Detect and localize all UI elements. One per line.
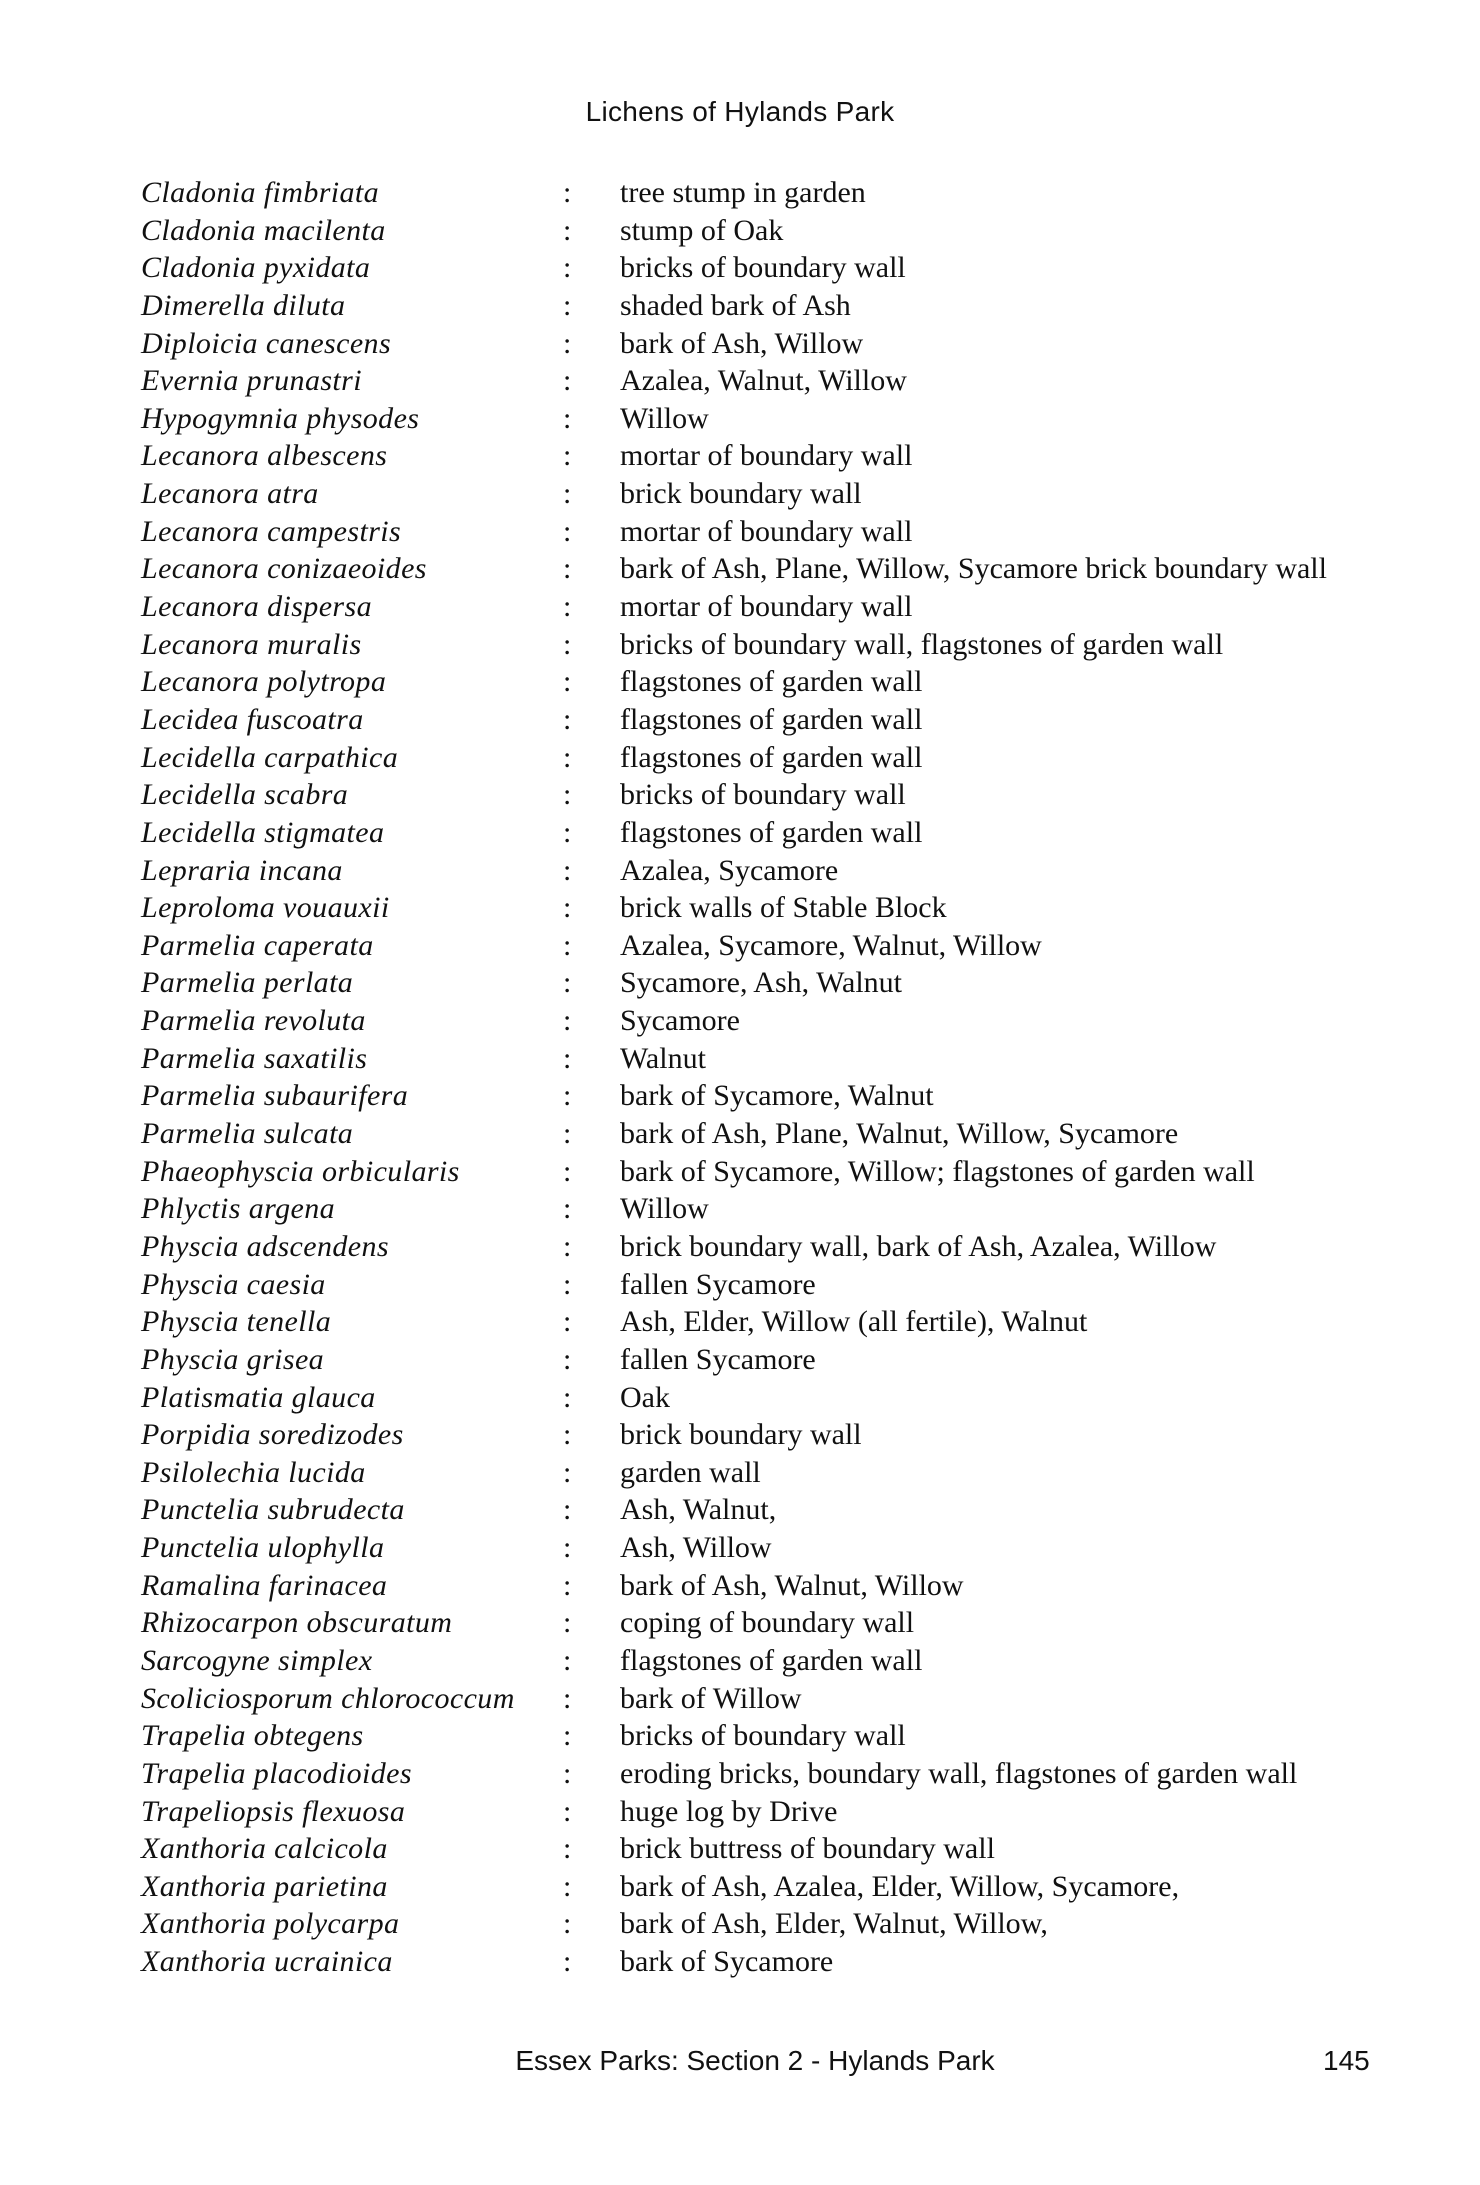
- species-entry: [0, 1717, 1480, 1755]
- species-entry: [0, 1491, 1480, 1529]
- species-name: Lecanora dispersa: [141, 590, 372, 624]
- species-name: Phlyctis argena: [141, 1192, 336, 1226]
- species-name: Cladonia macilenta: [141, 213, 386, 247]
- entry-separator: :: [563, 1229, 572, 1263]
- habitat-description: bricks of boundary wall: [620, 778, 906, 812]
- habitat-description: bricks of boundary wall, flagstones of garden wall: [620, 627, 1224, 661]
- species-name: Trapelia obtegens: [141, 1719, 364, 1753]
- habitat-description: fallen Sycamore: [620, 1267, 816, 1301]
- species-entry: [0, 437, 1480, 475]
- entry-separator: :: [563, 815, 572, 849]
- entry-separator: :: [563, 1418, 572, 1452]
- entry-separator: :: [563, 1832, 572, 1866]
- species-name: Evernia prunastri: [141, 364, 362, 398]
- entry-separator: :: [563, 928, 572, 962]
- entry-separator: :: [563, 213, 572, 247]
- habitat-description: bark of Sycamore, Walnut: [620, 1079, 934, 1113]
- habitat-description: Willow: [620, 1192, 709, 1226]
- species-entry: [0, 1341, 1480, 1379]
- habitat-description: brick boundary wall: [620, 1418, 862, 1452]
- habitat-description: bark of Ash, Plane, Walnut, Willow, Sycamore: [620, 1117, 1179, 1151]
- species-name: Platismatia glauca: [141, 1380, 376, 1414]
- entry-separator: :: [563, 477, 572, 511]
- species-name: Physcia tenella: [141, 1305, 332, 1339]
- entry-separator: :: [563, 251, 572, 285]
- species-name: Psilolechia lucida: [141, 1455, 366, 1489]
- entry-separator: :: [563, 853, 572, 887]
- entry-separator: :: [563, 1493, 572, 1527]
- habitat-description: eroding bricks, boundary wall, flagstones of garden wall: [620, 1756, 1298, 1790]
- habitat-description: mortar of boundary wall: [620, 514, 913, 548]
- page-number: 145: [1323, 2045, 1370, 2076]
- species-entry: [0, 550, 1480, 588]
- species-entry: [0, 1266, 1480, 1304]
- species-name: Ramalina farinacea: [141, 1568, 388, 1602]
- habitat-description: mortar of boundary wall: [620, 590, 913, 624]
- entry-separator: :: [563, 966, 572, 1000]
- species-name: Lecidella scabra: [141, 778, 349, 812]
- species-entry: [0, 287, 1480, 325]
- species-name: Sarcogyne simplex: [141, 1643, 373, 1677]
- entry-separator: :: [563, 778, 572, 812]
- entry-separator: :: [563, 1568, 572, 1602]
- species-name: Parmelia sulcata: [141, 1117, 354, 1151]
- species-entry: [0, 1567, 1480, 1605]
- species-name: Parmelia saxatilis: [141, 1041, 368, 1075]
- species-entry: [0, 1303, 1480, 1341]
- entry-separator: :: [563, 288, 572, 322]
- entry-separator: :: [563, 1794, 572, 1828]
- habitat-description: Ash, Walnut,: [620, 1493, 777, 1527]
- habitat-description: Oak: [620, 1380, 670, 1414]
- species-entry: [0, 1529, 1480, 1567]
- entry-separator: :: [563, 439, 572, 473]
- footer-title: Essex Parks: Section 2 - Hylands Park: [515, 2045, 995, 2076]
- species-name: Physcia caesia: [141, 1267, 326, 1301]
- habitat-description: bark of Ash, Elder, Walnut, Willow,: [620, 1907, 1048, 1941]
- species-name: Lecanora muralis: [141, 627, 362, 661]
- species-name: Xanthoria calcicola: [141, 1832, 388, 1866]
- species-name: Trapelia placodioides: [141, 1756, 412, 1790]
- species-entry: [0, 475, 1480, 513]
- species-entry: [0, 1379, 1480, 1417]
- species-entry: [0, 964, 1480, 1002]
- species-entry: [0, 1943, 1480, 1981]
- habitat-description: bark of Willow: [620, 1681, 802, 1715]
- entry-separator: :: [563, 740, 572, 774]
- habitat-description: huge log by Drive: [620, 1794, 838, 1828]
- species-entry: [0, 1642, 1480, 1680]
- species-name: Lecanora atra: [141, 477, 319, 511]
- species-name: Lecidea fuscoatra: [141, 702, 364, 736]
- species-entry: [0, 1793, 1480, 1831]
- habitat-description: fallen Sycamore: [620, 1342, 816, 1376]
- habitat-description: brick buttress of boundary wall: [620, 1832, 995, 1866]
- habitat-description: Azalea, Walnut, Willow: [620, 364, 907, 398]
- species-name: Trapeliopsis flexuosa: [141, 1794, 406, 1828]
- habitat-description: bark of Ash, Walnut, Willow: [620, 1568, 964, 1602]
- species-entry: [0, 776, 1480, 814]
- habitat-description: bricks of boundary wall: [620, 251, 906, 285]
- species-entry: [0, 1868, 1480, 1906]
- species-entry: [0, 626, 1480, 664]
- species-entry: [0, 1416, 1480, 1454]
- habitat-description: flagstones of garden wall: [620, 815, 923, 849]
- species-entry: [0, 927, 1480, 965]
- species-name: Cladonia fimbriata: [141, 176, 380, 209]
- species-name: Parmelia subaurifera: [141, 1079, 409, 1113]
- entry-separator: :: [563, 1192, 572, 1226]
- species-entry: [0, 249, 1480, 287]
- species-name: Parmelia revoluta: [141, 1004, 366, 1038]
- habitat-description: Sycamore: [620, 1004, 740, 1038]
- entry-separator: :: [563, 1079, 572, 1113]
- entry-separator: :: [563, 1606, 572, 1640]
- entry-separator: :: [563, 1756, 572, 1790]
- species-entry: [0, 663, 1480, 701]
- habitat-description: Walnut: [620, 1041, 706, 1075]
- entry-separator: :: [563, 891, 572, 925]
- species-name: Lepraria incana: [141, 853, 343, 887]
- species-entry: [0, 739, 1480, 777]
- entry-separator: :: [563, 1380, 572, 1414]
- species-name: Punctelia subrudecta: [141, 1493, 405, 1527]
- entry-separator: :: [563, 1945, 572, 1979]
- species-list: [0, 174, 1480, 1981]
- habitat-description: Willow: [620, 401, 709, 435]
- species-entry: [0, 1830, 1480, 1868]
- habitat-description: bark of Sycamore: [620, 1945, 834, 1979]
- entry-separator: :: [563, 1342, 572, 1376]
- entry-separator: :: [563, 1643, 572, 1677]
- species-entry: [0, 701, 1480, 739]
- species-name: Xanthoria polycarpa: [141, 1907, 400, 1941]
- species-entry: [0, 1002, 1480, 1040]
- habitat-description: bark of Ash, Azalea, Elder, Willow, Sycamore,: [620, 1869, 1180, 1903]
- species-name: Lecanora campestris: [141, 514, 402, 548]
- habitat-description: Azalea, Sycamore: [620, 853, 839, 887]
- species-name: Porpidia soredizodes: [141, 1418, 404, 1452]
- entry-separator: :: [563, 702, 572, 736]
- species-entry: [0, 1115, 1480, 1153]
- species-name: Parmelia caperata: [141, 928, 374, 962]
- species-name: Lecanora albescens: [141, 439, 388, 473]
- habitat-description: brick boundary wall, bark of Ash, Azalea, Willow: [620, 1229, 1217, 1263]
- species-entry: [0, 1040, 1480, 1078]
- species-entry: [0, 1905, 1480, 1943]
- species-name: Punctelia ulophylla: [141, 1531, 385, 1565]
- entry-separator: :: [563, 1455, 572, 1489]
- habitat-description: flagstones of garden wall: [620, 1643, 923, 1677]
- habitat-description: bark of Ash, Willow: [620, 326, 864, 360]
- species-name: Phaeophyscia orbicularis: [141, 1154, 460, 1188]
- entry-separator: :: [563, 1681, 572, 1715]
- entry-separator: :: [563, 627, 572, 661]
- species-name: Dimerella diluta: [141, 288, 346, 322]
- species-entry: [0, 212, 1480, 250]
- entry-separator: :: [563, 1907, 572, 1941]
- species-entry: [0, 325, 1480, 363]
- entry-separator: :: [563, 552, 572, 586]
- habitat-description: bark of Ash, Plane, Willow, Sycamore brick boundary wall: [620, 552, 1327, 586]
- species-name: Hypogymnia physodes: [141, 401, 420, 435]
- species-entry: [0, 889, 1480, 927]
- entry-separator: :: [563, 1117, 572, 1151]
- habitat-description: Sycamore, Ash, Walnut: [620, 966, 902, 1000]
- habitat-description: mortar of boundary wall: [620, 439, 913, 473]
- species-entry: [0, 362, 1480, 400]
- species-entry: [0, 513, 1480, 551]
- entry-separator: :: [563, 364, 572, 398]
- species-entry: [0, 852, 1480, 890]
- species-name: Cladonia pyxidata: [141, 251, 371, 285]
- species-name: Parmelia perlata: [141, 966, 354, 1000]
- species-name: Rhizocarpon obscuratum: [141, 1606, 453, 1640]
- species-entry: [0, 1454, 1480, 1492]
- entry-separator: :: [563, 1531, 572, 1565]
- species-entry: [0, 1153, 1480, 1191]
- species-entry: [0, 1077, 1480, 1115]
- entry-separator: :: [563, 665, 572, 699]
- entry-separator: :: [563, 1869, 572, 1903]
- habitat-description: flagstones of garden wall: [620, 665, 923, 699]
- habitat-description: flagstones of garden wall: [620, 702, 923, 736]
- entry-separator: :: [563, 1004, 572, 1038]
- species-entry: [0, 814, 1480, 852]
- entry-separator: :: [563, 1041, 572, 1075]
- habitat-description: garden wall: [620, 1455, 761, 1489]
- habitat-description: coping of boundary wall: [620, 1606, 915, 1640]
- species-name: Scoliciosporum chlorococcum: [141, 1681, 515, 1715]
- habitat-description: tree stump in garden: [620, 176, 866, 209]
- species-name: Xanthoria parietina: [141, 1869, 388, 1903]
- entry-separator: :: [563, 1154, 572, 1188]
- species-entry: [0, 1604, 1480, 1642]
- habitat-description: stump of Oak: [620, 213, 784, 247]
- habitat-description: Ash, Elder, Willow (all fertile), Walnut: [620, 1305, 1088, 1339]
- habitat-description: Azalea, Sycamore, Walnut, Willow: [620, 928, 1042, 962]
- species-entry: [0, 400, 1480, 438]
- habitat-description: bark of Sycamore, Willow; flagstones of garden wall: [620, 1154, 1255, 1188]
- entry-separator: :: [563, 590, 572, 624]
- entry-separator: :: [563, 326, 572, 360]
- page-title: Lichens of Hylands Park: [585, 96, 895, 127]
- entry-separator: :: [563, 1305, 572, 1339]
- entry-separator: :: [563, 1267, 572, 1301]
- species-name: Physcia adscendens: [141, 1229, 389, 1263]
- species-entry: [0, 1228, 1480, 1266]
- habitat-description: brick boundary wall: [620, 477, 862, 511]
- species-name: Lecanora polytropa: [141, 665, 387, 699]
- species-name: Xanthoria ucrainica: [141, 1945, 393, 1979]
- entry-separator: :: [563, 176, 572, 209]
- habitat-description: Ash, Willow: [620, 1531, 772, 1565]
- habitat-description: flagstones of garden wall: [620, 740, 923, 774]
- species-entry: [0, 1680, 1480, 1718]
- species-name: Lecidella carpathica: [141, 740, 399, 774]
- species-entry: [0, 1755, 1480, 1793]
- species-name: Leproloma vouauxii: [141, 891, 390, 925]
- entry-separator: :: [563, 401, 572, 435]
- species-name: Physcia grisea: [141, 1342, 325, 1376]
- habitat-description: bricks of boundary wall: [620, 1719, 906, 1753]
- species-name: Diploicia canescens: [141, 326, 392, 360]
- habitat-description: brick walls of Stable Block: [620, 891, 947, 925]
- species-entry: [0, 1190, 1480, 1228]
- species-entry: [0, 174, 1480, 212]
- habitat-description: shaded bark of Ash: [620, 288, 851, 322]
- species-entry: [0, 588, 1480, 626]
- entry-separator: :: [563, 1719, 572, 1753]
- species-name: Lecidella stigmatea: [141, 815, 385, 849]
- species-name: Lecanora conizaeoides: [141, 552, 427, 586]
- entry-separator: :: [563, 514, 572, 548]
